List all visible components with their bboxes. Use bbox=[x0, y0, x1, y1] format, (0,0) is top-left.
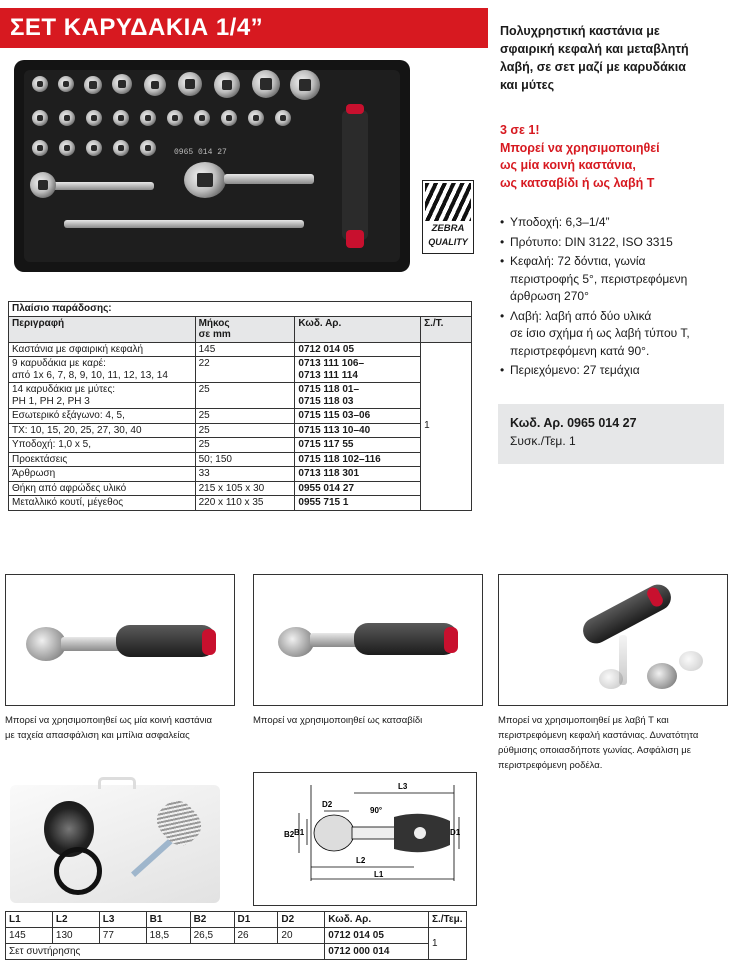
product-image-case bbox=[6, 58, 420, 284]
ratchet-t-handle bbox=[342, 110, 368, 240]
spec-item bbox=[500, 308, 724, 361]
spec-line: • Υποδοχή: 6,3–1/4” bbox=[510, 215, 610, 229]
extension-bar-long bbox=[64, 220, 304, 228]
table-row bbox=[9, 481, 472, 496]
dims-header-row bbox=[6, 912, 467, 928]
order-code: Κωδ. Αρ. 0965 014 27 bbox=[510, 416, 637, 430]
cell-code-line: 0715 118 102–116 bbox=[298, 453, 381, 465]
drawing-grip-logo bbox=[414, 827, 426, 839]
cell-description bbox=[9, 438, 196, 453]
spec-item bbox=[500, 362, 724, 380]
intro-text bbox=[500, 22, 724, 94]
bit-socket bbox=[275, 110, 291, 126]
ratchet-handle-red-cap bbox=[346, 104, 364, 114]
universal-joint bbox=[30, 172, 56, 198]
spec-line: περιστροφής 5°, περιστρεφόμενη bbox=[510, 271, 688, 286]
dims-header-cell: L3 bbox=[99, 912, 146, 928]
cell-description bbox=[9, 452, 196, 467]
spec-list bbox=[500, 214, 724, 382]
dims-value-cell: 26,5 bbox=[190, 928, 234, 944]
cell-code-line: 0715 118 01– bbox=[298, 384, 360, 395]
photo-standard-ratchet bbox=[5, 574, 235, 706]
cell-description bbox=[9, 467, 196, 482]
bit-socket bbox=[113, 140, 129, 156]
dims-value-cell: 20 bbox=[278, 928, 325, 944]
table-row bbox=[9, 357, 472, 383]
cell-code-line: 0713 118 301 bbox=[298, 468, 360, 479]
table-caption-row bbox=[9, 302, 472, 317]
dims-header-cell: B2 bbox=[190, 912, 234, 928]
table-row bbox=[9, 342, 472, 357]
cell-code-line: 0715 117 55 bbox=[298, 439, 354, 450]
cell-description bbox=[9, 496, 196, 511]
grip-red-cap bbox=[444, 627, 458, 653]
zebra-logo-line2: QUALITY bbox=[428, 237, 468, 247]
dims-header-cell: D2 bbox=[278, 912, 325, 928]
caption-line: περιστρεφόμενη κεφαλή καστάνιας. Δυνατότητα bbox=[498, 730, 699, 741]
dims-value-cell: 77 bbox=[99, 928, 146, 944]
table-row bbox=[9, 467, 472, 482]
table-row bbox=[9, 423, 472, 438]
cell-code-line: 0713 111 106– bbox=[298, 358, 365, 369]
title-bar bbox=[0, 8, 488, 48]
cell-code bbox=[295, 467, 421, 482]
intro-line: Πολυχρηστική καστάνια με bbox=[500, 24, 660, 38]
length-header-line: Μήκος bbox=[198, 317, 230, 329]
photo-t-handle-mode bbox=[498, 574, 728, 706]
service-kit-code: 0712 000 014 bbox=[325, 944, 429, 960]
ratchet-neck bbox=[61, 637, 121, 651]
t-handle-grip bbox=[579, 580, 676, 648]
dim-label-l1: L1 bbox=[374, 870, 384, 879]
socket bbox=[84, 76, 102, 94]
cell-code bbox=[295, 357, 421, 383]
dims-header-cell: Κωδ. Αρ. bbox=[325, 912, 429, 928]
bit-socket bbox=[59, 110, 75, 126]
cell-code-line: 0955 715 1 bbox=[298, 497, 349, 508]
ratchet-shaft bbox=[224, 174, 314, 184]
ratchet-head-image bbox=[184, 162, 226, 198]
ratchet-head bbox=[26, 627, 66, 661]
ratchet-head bbox=[278, 627, 314, 657]
socket bbox=[252, 70, 280, 98]
cell-description-line: Καστάνια με σφαιρική κεφαλή bbox=[12, 343, 144, 355]
caption-line: περιστρεφόμενη ροδέλα. bbox=[498, 760, 603, 771]
socket bbox=[32, 76, 48, 92]
bit-socket bbox=[194, 110, 210, 126]
bit-socket bbox=[113, 110, 129, 126]
cell-description-line: Μεταλλικό κουτί, μέγεθος bbox=[12, 497, 124, 508]
dims-value-cell: 18,5 bbox=[146, 928, 190, 944]
case-foam-insert bbox=[24, 70, 400, 262]
cell-description-line: 14 καρυδάκια με μύτες: bbox=[12, 384, 116, 395]
cell-length: 25 bbox=[195, 383, 295, 409]
table-caption: Πλαίσιο παράδοσης: bbox=[9, 302, 472, 317]
cell-description bbox=[9, 342, 196, 357]
screwdriver-grip bbox=[354, 623, 458, 655]
dim-label-l3: L3 bbox=[398, 782, 408, 791]
spec-item bbox=[500, 214, 724, 232]
cell-length: 33 bbox=[195, 467, 295, 482]
cell-code bbox=[295, 409, 421, 424]
grip-red-cap bbox=[202, 629, 216, 655]
bit-socket bbox=[221, 110, 237, 126]
socket bbox=[112, 74, 132, 94]
cell-length: 50; 150 bbox=[195, 452, 295, 467]
cell-code bbox=[295, 383, 421, 409]
cell-description-line: από 1x 6, 7, 8, 9, 10, 11, 12, 13, 14 bbox=[12, 369, 168, 381]
dims-header-cell: D1 bbox=[234, 912, 278, 928]
dims-value-cell: 26 bbox=[234, 928, 278, 944]
ratchet-handle-red-cap bbox=[346, 230, 364, 248]
dim-label-angle: 90° bbox=[370, 806, 383, 815]
extension-bar bbox=[44, 182, 154, 190]
cell-description bbox=[9, 423, 196, 438]
delivery-contents-table bbox=[8, 301, 472, 511]
cell-description-line: Προεκτάσεις bbox=[12, 453, 68, 465]
zebra-quality-logo bbox=[422, 180, 474, 254]
order-code-box bbox=[498, 404, 724, 464]
dims-value-cell: 130 bbox=[52, 928, 99, 944]
caption-screwdriver bbox=[253, 713, 483, 728]
col-header-description: Περιγραφή bbox=[9, 316, 196, 342]
cell-code-line: 0715 115 03–06 bbox=[298, 410, 371, 421]
cell-code-line: 0715 118 03 bbox=[298, 395, 354, 407]
dims-header-cell: B1 bbox=[146, 912, 190, 928]
ghost-ratchet-head bbox=[599, 669, 623, 689]
col-header-length bbox=[195, 316, 295, 342]
dims-value-cell: 0712 014 05 bbox=[325, 928, 429, 944]
dimensions-table bbox=[5, 911, 467, 960]
spec-item bbox=[500, 253, 724, 306]
kit-box bbox=[10, 785, 220, 903]
table-row bbox=[9, 438, 472, 453]
spec-item bbox=[500, 234, 724, 252]
cell-length: 25 bbox=[195, 438, 295, 453]
socket bbox=[178, 72, 202, 96]
caption-line: Μπορεί να χρησιμοποιηθεί ως κατσαβίδι bbox=[253, 715, 423, 726]
pack-quantity: Συσκ./Τεμ. 1 bbox=[510, 434, 576, 448]
table-row bbox=[9, 452, 472, 467]
cell-description-line: PH 1, PH 2, PH 3 bbox=[12, 395, 90, 407]
cell-description bbox=[9, 357, 196, 383]
col-header-code: Κωδ. Αρ. bbox=[295, 316, 421, 342]
socket bbox=[58, 76, 74, 92]
o-ring-part bbox=[54, 847, 102, 895]
table-row bbox=[9, 496, 472, 511]
cell-code-line: 0955 014 27 bbox=[298, 482, 355, 494]
cell-length: 25 bbox=[195, 409, 295, 424]
cell-description-line: 9 καρυδάκια με καρέ: bbox=[12, 358, 106, 369]
dims-data-row bbox=[6, 928, 467, 944]
bit-socket bbox=[86, 140, 102, 156]
bit-socket bbox=[32, 140, 48, 156]
table-row bbox=[9, 383, 472, 409]
photo-screwdriver-mode bbox=[253, 574, 483, 706]
case-label: 0965 014 27 bbox=[174, 148, 227, 157]
metal-case bbox=[14, 60, 410, 272]
highlight-text bbox=[500, 122, 724, 192]
cell-length: 25 bbox=[195, 423, 295, 438]
socket bbox=[290, 70, 320, 100]
cell-code bbox=[295, 481, 421, 496]
socket bbox=[144, 74, 166, 96]
dim-label-d1: D1 bbox=[450, 828, 461, 837]
spec-line: • Πρότυπο: DIN 3122, ISO 3315 bbox=[510, 234, 673, 249]
caption-line: Μπορεί να χρησιμοποιηθεί ως μία κοινή καστάνια bbox=[5, 715, 213, 726]
ratchet-neck bbox=[310, 633, 360, 647]
zebra-logo-line1: ZEBRA bbox=[431, 223, 465, 234]
highlight-line: ως μία κοινή καστάνια, bbox=[500, 158, 636, 172]
bit-socket bbox=[167, 110, 183, 126]
cell-code bbox=[295, 496, 421, 511]
cell-code bbox=[295, 342, 421, 357]
dim-label-b1: B1 bbox=[294, 828, 305, 837]
intro-line: λαβή, σε σετ μαζί με καρυδάκια bbox=[500, 60, 686, 74]
dim-label-b2: B2 bbox=[284, 830, 295, 839]
cell-description bbox=[9, 409, 196, 424]
bit-socket bbox=[140, 110, 156, 126]
cell-description bbox=[9, 383, 196, 409]
intro-line: και μύτες bbox=[500, 78, 555, 92]
cell-length: 220 x 110 x 35 bbox=[195, 496, 295, 511]
socket bbox=[214, 72, 240, 98]
highlight-line: 3 σε 1! bbox=[500, 123, 540, 137]
page-title: ΣΕΤ ΚΑΡΥΔΑΚΙΑ 1/4” bbox=[10, 14, 264, 41]
spec-line: άρθρωση 270° bbox=[510, 289, 589, 303]
spec-line: • Κεφαλή: 72 δόντια, γωνία bbox=[510, 254, 646, 268]
drawing-svg bbox=[254, 773, 476, 905]
cell-description-line: Υποδοχή: 1,0 x 5, bbox=[12, 439, 92, 450]
caption-standard-ratchet bbox=[5, 713, 245, 743]
cell-quantity: 1 bbox=[421, 342, 472, 510]
spec-line: σε ίσιο σχήμα ή ως λαβή τύπου Τ, bbox=[510, 326, 690, 340]
cell-code bbox=[295, 452, 421, 467]
cell-description-line: TX: 10, 15, 20, 25, 27, 30, 40 bbox=[12, 424, 142, 436]
cell-code bbox=[295, 423, 421, 438]
cell-length: 22 bbox=[195, 357, 295, 383]
ghost-ratchet-head bbox=[679, 651, 703, 671]
cell-description-line: Άρθρωση bbox=[12, 468, 56, 479]
spec-line: • Περιεχόμενο: 27 τεμάχια bbox=[510, 363, 640, 377]
service-kit-row bbox=[6, 944, 467, 960]
technical-drawing bbox=[253, 772, 477, 906]
dim-label-l2: L2 bbox=[356, 856, 366, 865]
dims-header-cell: L1 bbox=[6, 912, 53, 928]
cell-description-line: Εσωτερικό εξάγωνο: 4, 5, bbox=[12, 410, 125, 421]
drawing-ratchet-head bbox=[314, 815, 354, 851]
cell-code-line: 0712 014 05 bbox=[298, 343, 355, 355]
bit-socket bbox=[59, 140, 75, 156]
cell-description-line: Θήκη από αφρώδες υλικό bbox=[12, 482, 127, 494]
photo-service-kit bbox=[10, 777, 222, 905]
cell-code bbox=[295, 438, 421, 453]
ratchet-grip bbox=[116, 625, 216, 657]
intro-line: σφαιρική κεφαλή και μεταβλητή bbox=[500, 42, 689, 56]
highlight-line: Μπορεί να χρησιμοποιηθεί bbox=[500, 140, 660, 155]
bit-socket bbox=[140, 140, 156, 156]
caption-line: ρύθμισης οποιασδήποτε γωνίας. Ασφάλιση με bbox=[498, 745, 691, 756]
dims-value-cell: 145 bbox=[6, 928, 53, 944]
service-kit-label: Σετ συντήρησης bbox=[6, 944, 325, 960]
dims-header-cell: Σ./Τεμ. bbox=[428, 912, 466, 928]
spec-line: περιστρεφόμενη κατά 90°. bbox=[510, 343, 650, 358]
cell-description bbox=[9, 481, 196, 496]
dim-label-d2: D2 bbox=[322, 800, 333, 809]
caption-line: με ταχεία απασφάλιση και μπίλια ασφαλείας bbox=[5, 730, 190, 741]
bit-socket bbox=[32, 110, 48, 126]
dims-quantity-cell: 1 bbox=[428, 928, 466, 960]
table-header-row bbox=[9, 316, 472, 342]
bit-socket bbox=[248, 110, 264, 126]
table-row bbox=[9, 409, 472, 424]
highlight-line: ως κατσαβίδι ή ως λαβή Τ bbox=[500, 175, 655, 190]
cell-length: 145 bbox=[195, 342, 295, 357]
bit-socket bbox=[86, 110, 102, 126]
cell-code-line: 0713 111 114 bbox=[298, 369, 358, 381]
zebra-stripes-icon bbox=[425, 183, 471, 221]
caption-t-handle bbox=[498, 713, 728, 773]
length-header-line: σε mm bbox=[198, 329, 231, 340]
cell-length: 215 x 105 x 30 bbox=[195, 481, 295, 496]
caption-line: Μπορεί να χρησιμοποιηθεί με λαβή Τ και bbox=[498, 715, 669, 726]
ratchet-head bbox=[647, 663, 677, 689]
dims-header-cell: L2 bbox=[52, 912, 99, 928]
cell-code-line: 0715 113 10–40 bbox=[298, 424, 371, 436]
col-header-qty: Σ./Τ. bbox=[421, 316, 472, 342]
kit-box-handle bbox=[98, 777, 136, 789]
spec-line: • Λαβή: λαβή από δύο υλικά bbox=[510, 308, 652, 323]
